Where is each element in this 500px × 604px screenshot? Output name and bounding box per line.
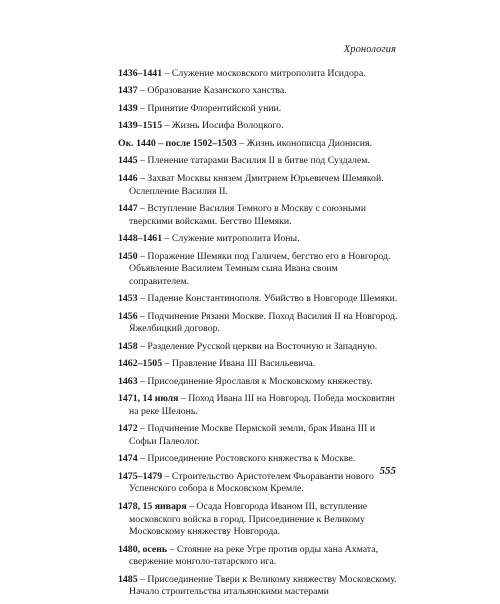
entry-text: – Образование Казанского ханства. [137, 85, 287, 97]
chronology-entry [118, 138, 400, 151]
entry-text: – Пленение татарами Василия II в битве под Суздалем. [137, 155, 370, 167]
entry-date: 1480, осень [118, 543, 168, 555]
entry-date: 1453 [118, 293, 138, 305]
entry-date: 1456 [118, 310, 138, 322]
entry-text: – Служение митрополита Ионы. [162, 233, 300, 245]
chronology-entry [118, 358, 400, 371]
entry-date: 1471, 14 июля [118, 393, 179, 405]
chronology-entry [118, 203, 400, 228]
entry-date: 1475–1479 [118, 470, 163, 482]
entry-date: 1485 [118, 573, 138, 585]
chronology-entry [118, 311, 400, 336]
page-number: 555 [379, 465, 396, 477]
chronology-entry [118, 393, 400, 418]
chronology-entry [118, 293, 400, 306]
chronology-entry [118, 501, 400, 539]
chronology-entry [118, 173, 400, 198]
entry-date: 1446 [118, 172, 138, 184]
entry-text: – Вступление Василия Темного в Москву с союзными тверскими войсками. Бегство Шемяки. [129, 202, 367, 227]
chronology-entry [118, 341, 400, 354]
entry-date: 1450 [118, 250, 138, 262]
chronology-entry [118, 251, 400, 289]
chronology-entry [118, 120, 400, 133]
chronology-entry [118, 544, 400, 569]
entry-date: 1447 [118, 202, 138, 214]
chronology-list [118, 68, 400, 604]
entry-date: 1478, 15 января [118, 500, 187, 512]
entry-text: – Падение Константинополя. Убийство в Новгороде Шемяки. [137, 293, 398, 305]
entry-text: – Строительство Аристотелем Фьораванти нового Успенского собора в Московском Кремле. [129, 470, 374, 495]
entry-text: – Осада Новгорода Иваном III, вступление московского войска в город. Присоединение к Великому Московскому княжеству Новгорода. [129, 500, 368, 538]
running-head: Хронология [343, 44, 396, 55]
entry-date: 1439–1515 [118, 120, 163, 132]
entry-text: – Принятие Флорентийской унии. [137, 102, 282, 114]
entry-text: – Подчинение Москве Пермской земли, брак Ивана III и Софьи Палеолог. [129, 423, 376, 447]
chronology-entry [118, 471, 400, 496]
entry-date: 1439 [118, 102, 138, 114]
entry-text: – Служение московского митрополита Исидора. [162, 68, 366, 79]
entry-text: – Стояние на реке Угре против орды хана Ахмата, свержение монголо-татарского ига. [129, 543, 379, 568]
chronology-entry [118, 574, 400, 599]
entry-text: – Поражение Шемяки под Галичем, бегство его в Новгород. Объявление Василием Темным сына Ивана своим соправителем. [129, 250, 391, 287]
entry-date: 1436–1441 [118, 68, 163, 79]
entry-text: – Жизнь иконописца Дионисия. [236, 137, 372, 149]
entry-date: 1474 [118, 453, 138, 465]
entry-text: – Присоединение Ярославля к Московскому княжеству. [137, 375, 373, 387]
entry-text: – Захват Москвы князем Дмитрием Юрьевичем Шемякой. Ослепление Василия II. [129, 172, 384, 197]
entry-text: – Разделение Русской церкви на Восточную и Западную. [137, 340, 378, 352]
entry-text: – Подчинение Рязани Москве. Поход Василия II на Новгород. Яжелбицкий договор. [129, 310, 398, 335]
chronology-entry [118, 423, 400, 448]
entry-date: 1448–1461 [118, 233, 163, 245]
chronology-entry [118, 233, 400, 246]
entry-date: 1445 [118, 155, 138, 167]
entry-date: 1437 [118, 85, 138, 97]
chronology-entry [118, 68, 400, 81]
entry-text: – Поход Ивана III на Новгород. Победа московитян на реке Шелонь. [129, 393, 395, 417]
entry-text: – Правление Ивана III Васильевича. [162, 358, 316, 370]
entry-text: – Присоединение Ростовского княжества к Москве. [137, 453, 356, 465]
entry-date: 1462–1505 [118, 358, 163, 370]
chronology-entry [118, 376, 400, 389]
entry-text: – Жизнь Иосифа Волоцкого. [162, 120, 284, 132]
entry-date: 1463 [118, 375, 138, 387]
entry-date: 1472 [118, 423, 138, 435]
chronology-entry [118, 85, 400, 98]
entry-date: 1458 [118, 340, 138, 352]
entry-text: – Присоединение Твери к Великому княжеству Московскому. Начало строительства итальянскими мастерами [129, 573, 397, 598]
chronology-entry [118, 103, 400, 116]
entry-date: Ок. 1440 – после 1502–1503 [118, 137, 237, 149]
chronology-entry [118, 453, 400, 466]
chronology-entry [118, 155, 400, 168]
